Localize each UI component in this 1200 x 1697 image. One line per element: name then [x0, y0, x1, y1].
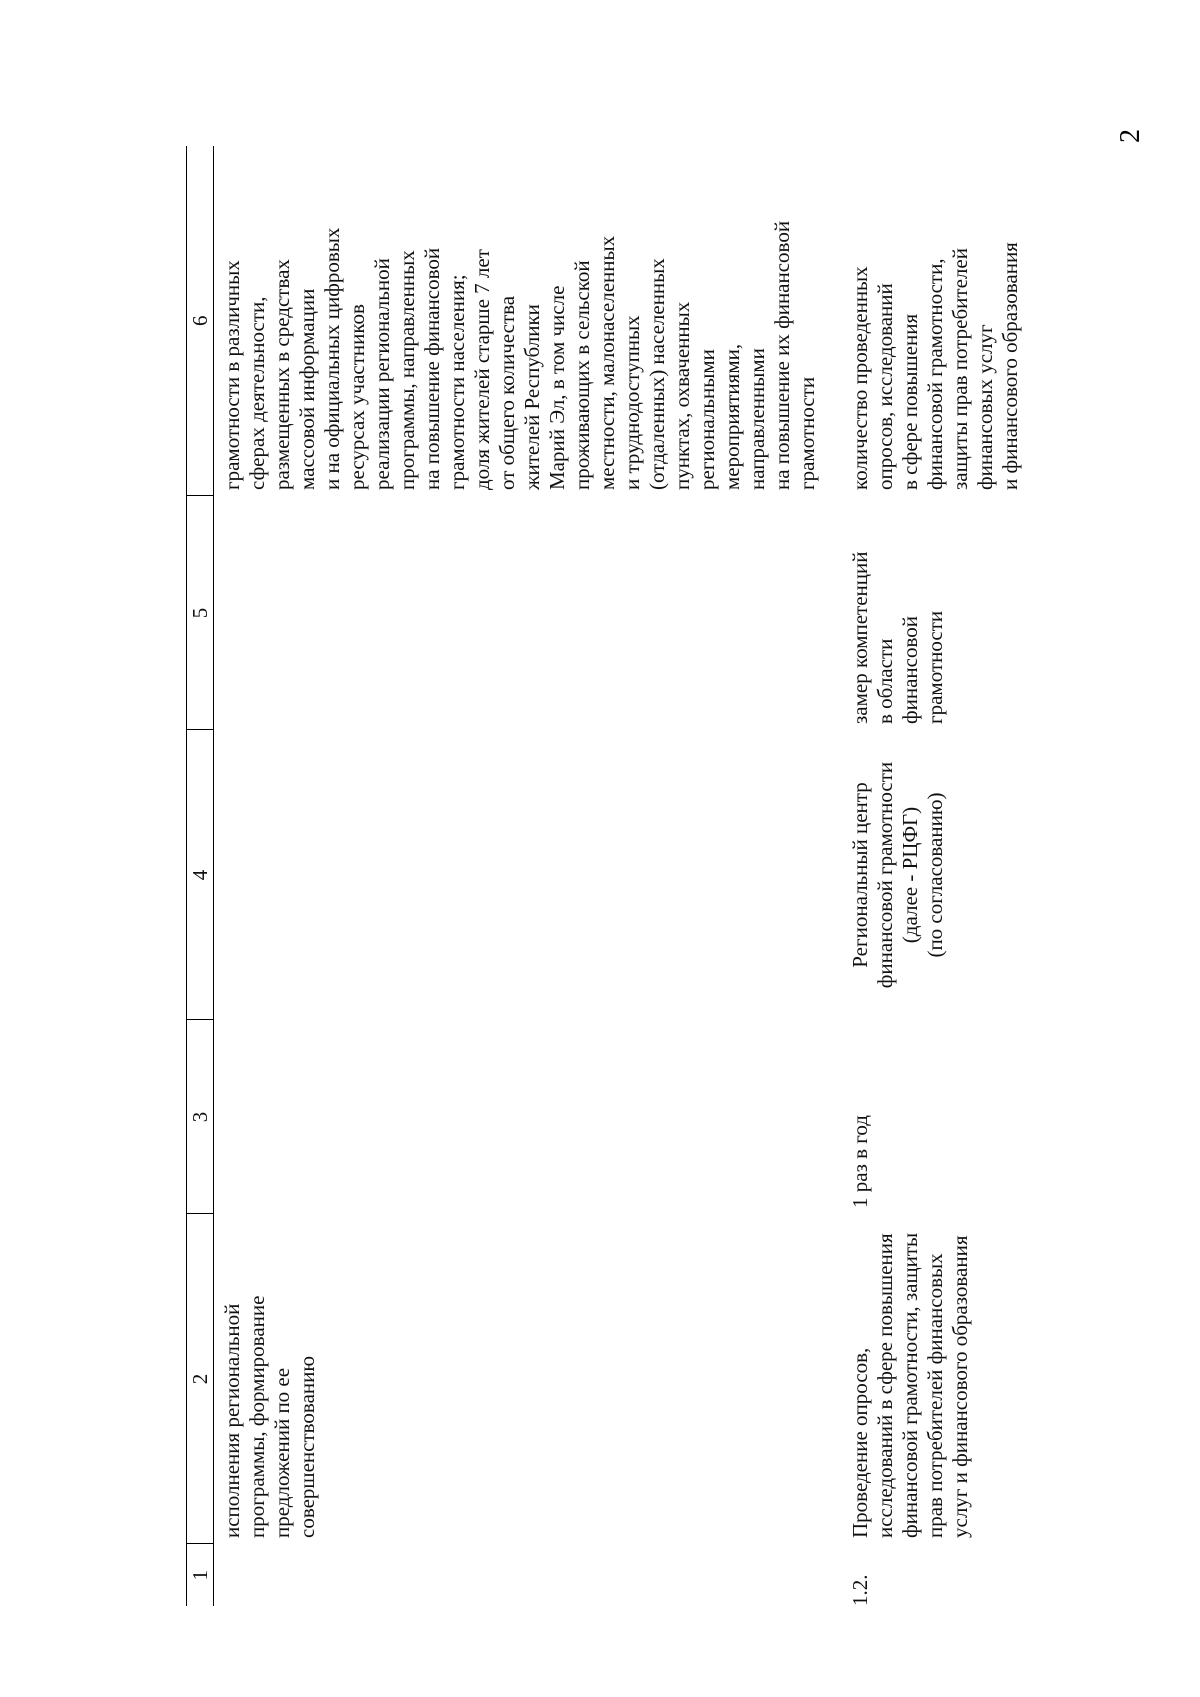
text-line: местности, малонаселенных — [595, 235, 619, 490]
responsible-cell — [842, 730, 1023, 1020]
measure-description — [842, 1214, 1023, 1544]
text-line: доля жителей старше 7 лет — [470, 249, 494, 490]
text-line: программы, формирование — [245, 1295, 269, 1538]
text-line: ресурсах участников — [345, 304, 369, 490]
text-line: на повышение их финансовой — [770, 220, 794, 490]
text-line: замер компетенций — [848, 551, 872, 724]
text-line: (отдаленных) населенных — [645, 258, 669, 490]
text-line: исполнения региональной — [220, 1303, 244, 1538]
text-line: совершенствованию — [295, 1355, 319, 1538]
deadline-cell — [214, 1020, 821, 1214]
text-line: количество проведенных — [848, 266, 872, 490]
row-number: 1.2. — [848, 1574, 872, 1606]
table-row-1-2 — [842, 146, 1023, 1606]
text-line: (далее - РЦФГ) — [898, 806, 922, 944]
result-cell — [214, 496, 821, 730]
text-line: мероприятиями, — [720, 343, 744, 490]
text-line: грамотности — [923, 610, 947, 724]
text-line: в области — [873, 638, 897, 724]
text-line: финансовой грамотности, — [923, 258, 947, 490]
text-line: исследований в сфере повышения — [873, 1233, 897, 1538]
result-cell — [842, 496, 1023, 730]
indicator-cell — [842, 146, 1023, 496]
text-line: жителей Республики — [520, 304, 544, 490]
indicator-cell — [214, 146, 821, 496]
text-line: пунктах, охваченных — [670, 301, 694, 490]
text-line: и труднодоступных — [620, 315, 644, 490]
column-header-6: 6 — [187, 146, 214, 496]
text-line: финансовых услуг — [973, 324, 997, 490]
text-line: направленными — [745, 348, 769, 490]
table-row-continued — [214, 146, 821, 1606]
text-line: защиты прав потребителей — [948, 248, 972, 490]
text-line: финансовой грамотности — [873, 761, 897, 989]
measures-table — [186, 146, 1023, 1606]
row-number — [214, 1544, 821, 1606]
text-line: грамотности населения; — [445, 274, 469, 490]
column-header-3: 3 — [187, 1020, 214, 1214]
text-line: прав потребителей финансовых — [923, 1253, 947, 1538]
column-header-2: 2 — [187, 1214, 214, 1544]
text-line: грамотности в различных — [220, 260, 244, 490]
text-line: предложений по ее — [270, 1367, 294, 1538]
text-line: массовой информации — [295, 288, 319, 490]
deadline-cell: 1 раз в год — [848, 1115, 872, 1208]
text-line: Проведение опросов, — [848, 1347, 872, 1538]
page-number: 2 — [1115, 129, 1146, 143]
text-line: на повышение финансовой — [420, 247, 444, 490]
text-line: и на официальных цифровых — [320, 227, 344, 490]
text-line: проживающих в сельской — [570, 260, 594, 490]
text-line: реализации региональной — [370, 258, 394, 490]
text-line: Региональный центр — [848, 782, 872, 968]
text-line: в сфере повышения — [898, 313, 922, 490]
text-line: региональными — [695, 349, 719, 490]
column-header-5: 5 — [187, 496, 214, 730]
text-line: грамотности — [795, 376, 819, 490]
text-line: финансовой грамотности, защиты — [898, 1232, 922, 1538]
row-spacer — [820, 146, 842, 1606]
text-line: услуг и финансового образования — [948, 1235, 972, 1538]
text-line: и финансового образования — [998, 242, 1022, 490]
text-line: Марий Эл, в том числе — [545, 285, 569, 490]
text-line: размещенных в средствах — [270, 259, 294, 490]
rotated-table-region — [186, 146, 1022, 1606]
measure-description — [214, 1214, 821, 1544]
text-line: программы, направленных — [395, 250, 419, 490]
text-line: (по согласованию) — [923, 792, 947, 958]
text-line: от общего количества — [495, 295, 519, 490]
column-header-1: 1 — [187, 1544, 214, 1606]
column-number-header — [187, 146, 214, 1606]
column-header-4: 4 — [187, 730, 214, 1020]
responsible-cell — [214, 730, 821, 1020]
text-line: финансовой — [898, 616, 922, 724]
text-line: сферах деятельности, — [245, 296, 269, 490]
text-line: опросов, исследований — [873, 283, 897, 490]
